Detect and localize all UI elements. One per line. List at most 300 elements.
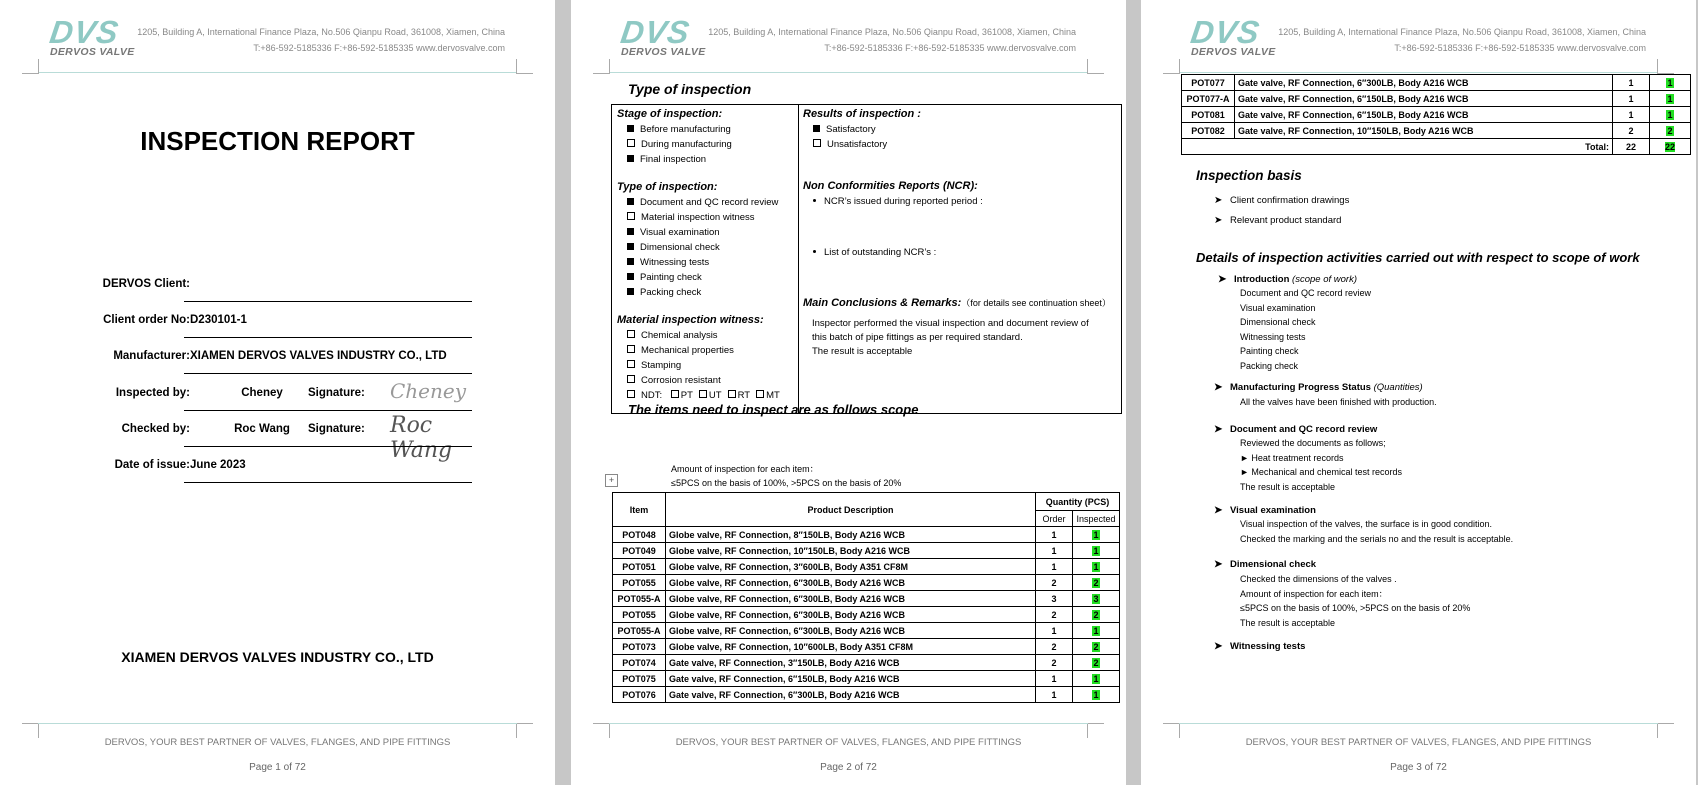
arrow-bullet-icon: ➤: [1214, 559, 1223, 570]
footer-slogan: DERVOS, YOUR BEST PARTNER OF VALVES, FLANGES, AND PIPE FITTINGS: [104, 737, 451, 748]
checklist-label: Dimensional check: [640, 242, 720, 253]
table-row: [613, 671, 1120, 687]
checklist-label: Document and QC record review: [640, 197, 779, 208]
amount-note: [671, 462, 901, 490]
text-line: The result is acceptable: [1240, 481, 1336, 492]
stage-heading: Stage of inspection:: [617, 108, 723, 120]
scope-heading: The items need to inspect are as follows scope: [628, 402, 919, 417]
stage-column: [617, 108, 780, 403]
signature-label: Signature:: [308, 387, 365, 399]
field-underline: [184, 482, 472, 483]
order-cell: 1: [1036, 559, 1073, 575]
desc-cell: Gate valve, RF Connection, 6″300LB, Body A216 WCB: [666, 687, 1036, 703]
basis-item: [1214, 195, 1349, 206]
corner-mark: [593, 723, 610, 738]
header-address: [708, 24, 1076, 56]
basis-item-text: Relevant product standard: [1230, 215, 1342, 226]
progress-note: (Quantities): [1373, 382, 1423, 393]
address-line: 1205, Building A, International Finance Plaza, No.506 Qianpu Road, 361008, Xiamen, China: [137, 27, 505, 37]
dim-title: Dimensional check: [1230, 559, 1317, 570]
progress-title: Manufacturing Progress Status: [1230, 382, 1371, 393]
logo-mark: DVS: [1188, 14, 1263, 50]
checked-box-icon: [627, 288, 634, 295]
order-cell: 1: [1613, 107, 1650, 123]
arrow-bullet-icon: ➤: [1214, 195, 1223, 206]
logo-subtitle: DERVOS VALVE: [50, 46, 135, 58]
ncr-outstanding: [803, 245, 1115, 260]
inspected-cell: [1073, 543, 1120, 559]
checked-box-icon: [627, 228, 634, 235]
items-table: [612, 492, 1120, 703]
progress-heading: [1214, 382, 1423, 393]
checklist-item: [803, 137, 1115, 152]
checkbox-icon: [728, 390, 736, 398]
inspected-value: 1: [1667, 109, 1673, 120]
order-cell: 2: [1036, 575, 1073, 591]
checklist-item: [617, 225, 780, 240]
conclusion-line: Inspector performed the visual inspection and document review of: [812, 318, 1089, 329]
items-table-continued: [1181, 74, 1691, 155]
checked-box-icon: [627, 258, 634, 265]
desc-cell: Globe valve, RF Connection, 3″600LB, Body A351 CF8M: [666, 559, 1036, 575]
desc-cell: Gate valve, RF Connection, 6″150LB, Body A216 WCB: [1235, 107, 1613, 123]
field-underline: [184, 410, 472, 411]
inspected-value: Cheney: [241, 387, 283, 399]
inspected-cell: [1073, 639, 1120, 655]
inspected-value: 1: [1093, 561, 1099, 572]
table-row: [613, 623, 1120, 639]
dim-lines: [1240, 572, 1470, 630]
material-heading: Material inspection witness:: [617, 314, 764, 326]
bullet-icon: [813, 250, 816, 253]
inspected-value: 1: [1667, 93, 1673, 104]
text-line: Witnessing tests: [1240, 331, 1306, 342]
checklist-item: [617, 270, 780, 285]
checklist-item: [803, 122, 1115, 137]
checklist-item: [617, 255, 780, 270]
item-cell: POT077: [1182, 75, 1235, 91]
field-underline: [184, 337, 472, 338]
visual-heading: [1214, 505, 1316, 516]
checked-box-icon: [627, 198, 634, 205]
text-line: Amount of inspection for each item：: [1240, 588, 1388, 599]
field-underline: [184, 446, 472, 447]
text-line: Dimensional check: [1240, 317, 1316, 327]
field-date: [50, 459, 470, 495]
conclusion-line: The result is acceptable: [812, 346, 913, 357]
checkbox-icon: [627, 139, 635, 147]
conclusions-heading: Main Conclusions & Remarks:: [803, 297, 962, 309]
corner-mark: [593, 59, 610, 74]
total-inspected-cell: [1650, 139, 1691, 155]
order-cell: 1: [1613, 75, 1650, 91]
doc-heading: [1214, 424, 1377, 435]
checklist-label: Final inspection: [640, 154, 707, 165]
inspected-cell: [1073, 623, 1120, 639]
text-line: Checked the dimensions of the valves .: [1240, 574, 1397, 584]
item-cell: POT074: [613, 655, 666, 671]
total-row: [1182, 139, 1691, 155]
table-row: [613, 559, 1120, 575]
address-line: 1205, Building A, International Finance Plaza, No.506 Qianpu Road, 361008, Xiamen, China: [1278, 27, 1646, 37]
logo-mark: DVS: [47, 14, 122, 50]
field-checked-by: [50, 413, 470, 463]
inspection-type-box: [611, 104, 1122, 414]
spacer: [617, 300, 780, 314]
inspected-cell: [1073, 607, 1120, 623]
inspected-value: 2: [1667, 125, 1673, 136]
amount-line: ≤5PCS on the basis of 100%, >5PCS on the basis of 20%: [671, 478, 902, 488]
table-row: [1182, 75, 1691, 91]
ndt-option: RT: [737, 390, 751, 401]
manufacturer-value: XIAMEN DERVOS VALVES INDUSTRY CO., LTD: [190, 350, 447, 362]
basis-heading: Inspection basis: [1196, 168, 1302, 183]
checked-value: Roc Wang: [234, 423, 290, 435]
checklist-label: Chemical analysis: [641, 330, 718, 341]
inspected-cell: [1073, 671, 1120, 687]
date-label: Date of issue:: [114, 459, 190, 471]
text-line: Packing check: [1240, 360, 1299, 371]
item-cell: POT055-A: [613, 591, 666, 607]
conclusions-heading-row: [803, 296, 1115, 309]
intro-title: Introduction: [1234, 274, 1290, 285]
item-cell: POT055: [613, 607, 666, 623]
checklist-label: Before manufacturing: [640, 124, 731, 135]
field-client: [50, 278, 470, 314]
text-line: Reviewed the documents as follows;: [1240, 438, 1386, 448]
header-rule: [609, 72, 1088, 73]
checklist-item: [617, 122, 780, 137]
col-header-item: Item: [613, 493, 666, 527]
inspected-value: 1: [1093, 689, 1099, 700]
inspected-cell: [1073, 655, 1120, 671]
inspected-value: 1: [1093, 529, 1099, 540]
inspected-value: 2: [1093, 577, 1099, 588]
checklist-label: Corrosion resistant: [641, 375, 721, 386]
checklist-item: [617, 373, 780, 388]
inspected-cell: [1650, 91, 1691, 107]
item-cell: POT049: [613, 543, 666, 559]
desc-cell: Globe valve, RF Connection, 6″300LB, Body A216 WCB: [666, 623, 1036, 639]
report-page-2: [571, 0, 1126, 785]
checklist-item: [617, 195, 780, 210]
report-page-3: [1141, 0, 1696, 785]
section-heading: Type of inspection: [628, 81, 752, 97]
visual-title: Visual examination: [1230, 505, 1316, 516]
table-row: [613, 639, 1120, 655]
checked-box-icon: [627, 273, 634, 280]
checklist-label: Stamping: [641, 360, 682, 371]
ndt-label: NDT:: [641, 390, 663, 401]
inspected-cell: [1650, 107, 1691, 123]
order-cell: 1: [1036, 543, 1073, 559]
page-header: [571, 0, 1126, 80]
header-rule: [38, 72, 517, 73]
intro-note: (scope of work): [1292, 274, 1357, 285]
corner-mark: [1087, 723, 1104, 738]
item-cell: POT048: [613, 527, 666, 543]
inspected-label: Inspected by:: [115, 387, 190, 399]
header-rule: [1179, 72, 1658, 73]
inspected-value: 1: [1093, 673, 1099, 684]
inspected-cell: [1073, 527, 1120, 543]
footer-rule: [1179, 723, 1658, 724]
checklist-label: Packing check: [640, 287, 702, 298]
footer-rule: [609, 723, 1088, 724]
order-cell: 2: [1613, 123, 1650, 139]
checklist-label: Unsatisfactory: [827, 139, 888, 150]
ncr-issued-text: NCR’s issued during reported period :: [824, 196, 983, 207]
checkbox-icon: [756, 390, 764, 398]
stage-list: [617, 122, 780, 167]
item-cell: POT075: [613, 671, 666, 687]
witness-title: Witnessing tests: [1230, 641, 1306, 652]
move-handle-icon[interactable]: +: [605, 474, 618, 487]
ndt-option: PT: [680, 390, 693, 401]
table-row: [1182, 107, 1691, 123]
text-line: ► Mechanical and chemical test records: [1240, 467, 1402, 477]
basis-item-text: Client confirmation drawings: [1230, 195, 1350, 206]
checker-signature: Roc Wang: [390, 413, 453, 463]
text-line: ► Heat treatment records: [1240, 452, 1344, 463]
logo-subtitle: DERVOS VALVE: [621, 46, 706, 58]
type-list: [617, 195, 780, 300]
table-row: [613, 575, 1120, 591]
amount-line: Amount of inspection for each item：: [671, 464, 819, 474]
checklist-item: [617, 152, 780, 167]
order-cell: 1: [1036, 671, 1073, 687]
client-label: DERVOS Client:: [102, 278, 190, 290]
field-underline: [184, 373, 472, 374]
table-row: [613, 655, 1120, 671]
order-cell: 1: [1036, 527, 1073, 543]
inspected-value: 1: [1667, 77, 1673, 88]
checkbox-icon: [671, 390, 679, 398]
desc-cell: Globe valve, RF Connection, 10″600LB, Body A351 CF8M: [666, 639, 1036, 655]
company-logo: [47, 14, 140, 58]
checkbox-icon: [627, 345, 635, 353]
item-cell: POT076: [613, 687, 666, 703]
text-line: Visual inspection of the valves, the surface is in good condition.: [1240, 519, 1492, 529]
ndt-option: MT: [766, 390, 780, 401]
contact-line: T:+86-592-5185336 F:+86-592-5185335 www.dervosvalve.com: [1394, 43, 1646, 53]
desc-cell: Gate valve, RF Connection, 10″150LB, Body A216 WCB: [1235, 123, 1613, 139]
corner-mark: [1163, 59, 1180, 74]
contact-line: T:+86-592-5185336 F:+86-592-5185335 www.dervosvalve.com: [824, 43, 1076, 53]
page-number: Page 2 of 72: [820, 762, 877, 773]
inspected-cell: [1073, 575, 1120, 591]
table-row: [613, 591, 1120, 607]
checklist-label: During manufacturing: [641, 139, 732, 150]
inspected-cell: [1650, 123, 1691, 139]
conclusions-note: （for details see continuation sheet）: [961, 298, 1111, 308]
basis-item: [1214, 215, 1341, 226]
checklist-label: Witnessing tests: [640, 257, 710, 268]
inspected-value: 1: [1093, 545, 1099, 556]
ndt-row: [617, 388, 780, 403]
logo-mark: DVS: [618, 14, 693, 50]
order-cell: 1: [1036, 687, 1073, 703]
doc-title: Document and QC record review: [1230, 424, 1378, 435]
desc-cell: Globe valve, RF Connection, 8″150LB, Body A216 WCB: [666, 527, 1036, 543]
visual-lines: [1240, 517, 1513, 546]
item-cell: POT082: [1182, 123, 1235, 139]
material-list: [617, 328, 780, 388]
desc-cell: Gate valve, RF Connection, 6″300LB, Body A216 WCB: [1235, 75, 1613, 91]
corner-mark: [1163, 723, 1180, 738]
arrow-bullet-icon: ➤: [1214, 505, 1223, 516]
checkbox-icon: [627, 212, 635, 220]
footer-rule: [38, 723, 517, 724]
ncr-outstanding-text: List of outstanding NCR’s :: [824, 247, 937, 258]
page-header: [1141, 0, 1696, 80]
text-line: The result is acceptable: [1240, 617, 1336, 628]
inspected-cell: [1650, 75, 1691, 91]
col-header-desc: Product Description: [666, 493, 1036, 527]
desc-cell: Globe valve, RF Connection, 6″300LB, Body A216 WCB: [666, 591, 1036, 607]
checklist-label: Mechanical properties: [641, 345, 734, 356]
checklist-item: [617, 358, 780, 373]
doc-lines: [1240, 436, 1402, 494]
checkbox-icon: [813, 139, 821, 147]
checklist-label: Painting check: [640, 272, 702, 283]
corner-mark: [516, 59, 533, 74]
company-logo: [1188, 14, 1281, 58]
col-header-qty: Quantity (PCS): [1036, 493, 1120, 511]
desc-cell: Globe valve, RF Connection, 6″300LB, Body A216 WCB: [666, 575, 1036, 591]
item-cell: POT081: [1182, 107, 1235, 123]
desc-cell: Gate valve, RF Connection, 6″150LB, Body A216 WCB: [1235, 91, 1613, 107]
checklist-item: [617, 285, 780, 300]
contact-line: T:+86-592-5185336 F:+86-592-5185335 www.dervosvalve.com: [253, 43, 505, 53]
checklist-item: [617, 240, 780, 255]
text-line: Painting check: [1240, 346, 1299, 356]
manufacturer-label: Manufacturer:: [113, 350, 190, 362]
report-title: INSPECTION REPORT: [140, 126, 415, 156]
total-inspected: 22: [1664, 141, 1675, 152]
results-column: [803, 108, 1115, 359]
table-row: [1182, 91, 1691, 107]
desc-cell: Gate valve, RF Connection, 3″150LB, Body A216 WCB: [666, 655, 1036, 671]
column-divider: [798, 105, 799, 413]
progress-lines: [1240, 395, 1437, 410]
intro-lines: [1240, 286, 1371, 373]
order-cell: 3: [1036, 591, 1073, 607]
inspected-cell: [1073, 687, 1120, 703]
checkbox-icon: [627, 375, 635, 383]
total-order: 22: [1613, 139, 1650, 155]
header-address: [1278, 24, 1646, 56]
checkbox-icon: [699, 390, 707, 398]
bullet-icon: [813, 199, 816, 202]
table-row: [613, 687, 1120, 703]
inspected-value: 2: [1093, 609, 1099, 620]
checklist-item: [617, 137, 780, 152]
arrow-bullet-icon: ➤: [1214, 382, 1223, 393]
table-row: [1182, 123, 1691, 139]
conclusion-line: this batch of pipe fittings as per required standard.: [812, 332, 1023, 343]
table-row: [613, 527, 1120, 543]
desc-cell: Gate valve, RF Connection, 6″150LB, Body A216 WCB: [666, 671, 1036, 687]
item-cell: POT077-A: [1182, 91, 1235, 107]
order-cell: 2: [1036, 655, 1073, 671]
inspected-value: 1: [1093, 625, 1099, 636]
header-address: [137, 24, 505, 56]
checked-box-icon: [627, 243, 634, 250]
checkbox-icon: [627, 330, 635, 338]
ncr-heading: Non Conformities Reports (NCR):: [803, 180, 978, 192]
dim-heading: [1214, 559, 1316, 570]
text-line: All the valves have been finished with production.: [1240, 397, 1437, 407]
order-cell: 1: [1036, 623, 1073, 639]
total-label: Total:: [1182, 139, 1613, 155]
arrow-bullet-icon: ➤: [1214, 215, 1223, 226]
footer-slogan: DERVOS, YOUR BEST PARTNER OF VALVES, FLANGES, AND PIPE FITTINGS: [1245, 737, 1592, 748]
checklist-label: Satisfactory: [826, 124, 876, 135]
col-header-order: Order: [1036, 511, 1073, 527]
order-value: D230101-1: [190, 314, 247, 326]
inspector-signature: Cheney: [390, 379, 467, 403]
col-header-inspected: Inspected: [1073, 511, 1120, 527]
signature-label: Signature:: [308, 423, 365, 435]
checked-label: Checked by:: [121, 423, 190, 435]
text-line: Checked the marking and the serials no and the result is acceptable.: [1240, 533, 1514, 544]
ncr-issued: [803, 194, 1115, 209]
date-value: June 2023: [190, 459, 246, 471]
order-cell: 2: [1036, 607, 1073, 623]
checklist-item: [617, 210, 780, 225]
checklist-label: Material inspection witness: [641, 212, 755, 223]
inspected-value: 2: [1093, 657, 1099, 668]
company-name: XIAMEN DERVOS VALVES INDUSTRY CO., LTD: [121, 649, 434, 665]
field-underline: [184, 301, 472, 302]
results-list: [803, 122, 1115, 152]
page-number: Page 1 of 72: [249, 762, 306, 773]
checklist-item: [617, 343, 780, 358]
type-heading: Type of inspection:: [617, 181, 718, 193]
checklist-item: [617, 328, 780, 343]
corner-mark: [516, 723, 533, 738]
order-cell: 2: [1036, 639, 1073, 655]
desc-cell: Globe valve, RF Connection, 6″300LB, Body A216 WCB: [666, 607, 1036, 623]
inspected-value: 2: [1093, 641, 1099, 652]
item-cell: POT055: [613, 575, 666, 591]
checked-box-icon: [627, 155, 634, 162]
inspected-cell: [1073, 559, 1120, 575]
inspected-value: 3: [1093, 593, 1099, 604]
checkbox-icon: [627, 390, 635, 398]
logo-subtitle: DERVOS VALVE: [1191, 46, 1276, 58]
corner-mark: [22, 723, 39, 738]
checklist-label: Visual examination: [640, 227, 720, 238]
desc-cell: Globe valve, RF Connection, 10″150LB, Body A216 WCB: [666, 543, 1036, 559]
order-cell: 1: [1613, 91, 1650, 107]
field-order: [50, 314, 470, 350]
company-logo: [618, 14, 711, 58]
text-line: Visual examination: [1240, 302, 1316, 313]
page-number: Page 3 of 72: [1390, 762, 1447, 773]
table-row: [613, 607, 1120, 623]
text-line: ≤5PCS on the basis of 100%, >5PCS on the basis of 20%: [1240, 603, 1471, 613]
inspected-cell: [1073, 591, 1120, 607]
checked-box-icon: [627, 125, 634, 132]
item-cell: POT073: [613, 639, 666, 655]
checkbox-icon: [627, 360, 635, 368]
address-line: 1205, Building A, International Finance Plaza, No.506 Qianpu Road, 361008, Xiamen, China: [708, 27, 1076, 37]
checked-box-icon: [813, 125, 820, 132]
corner-mark: [1657, 59, 1674, 74]
arrow-bullet-icon: ➤: [1214, 424, 1223, 435]
